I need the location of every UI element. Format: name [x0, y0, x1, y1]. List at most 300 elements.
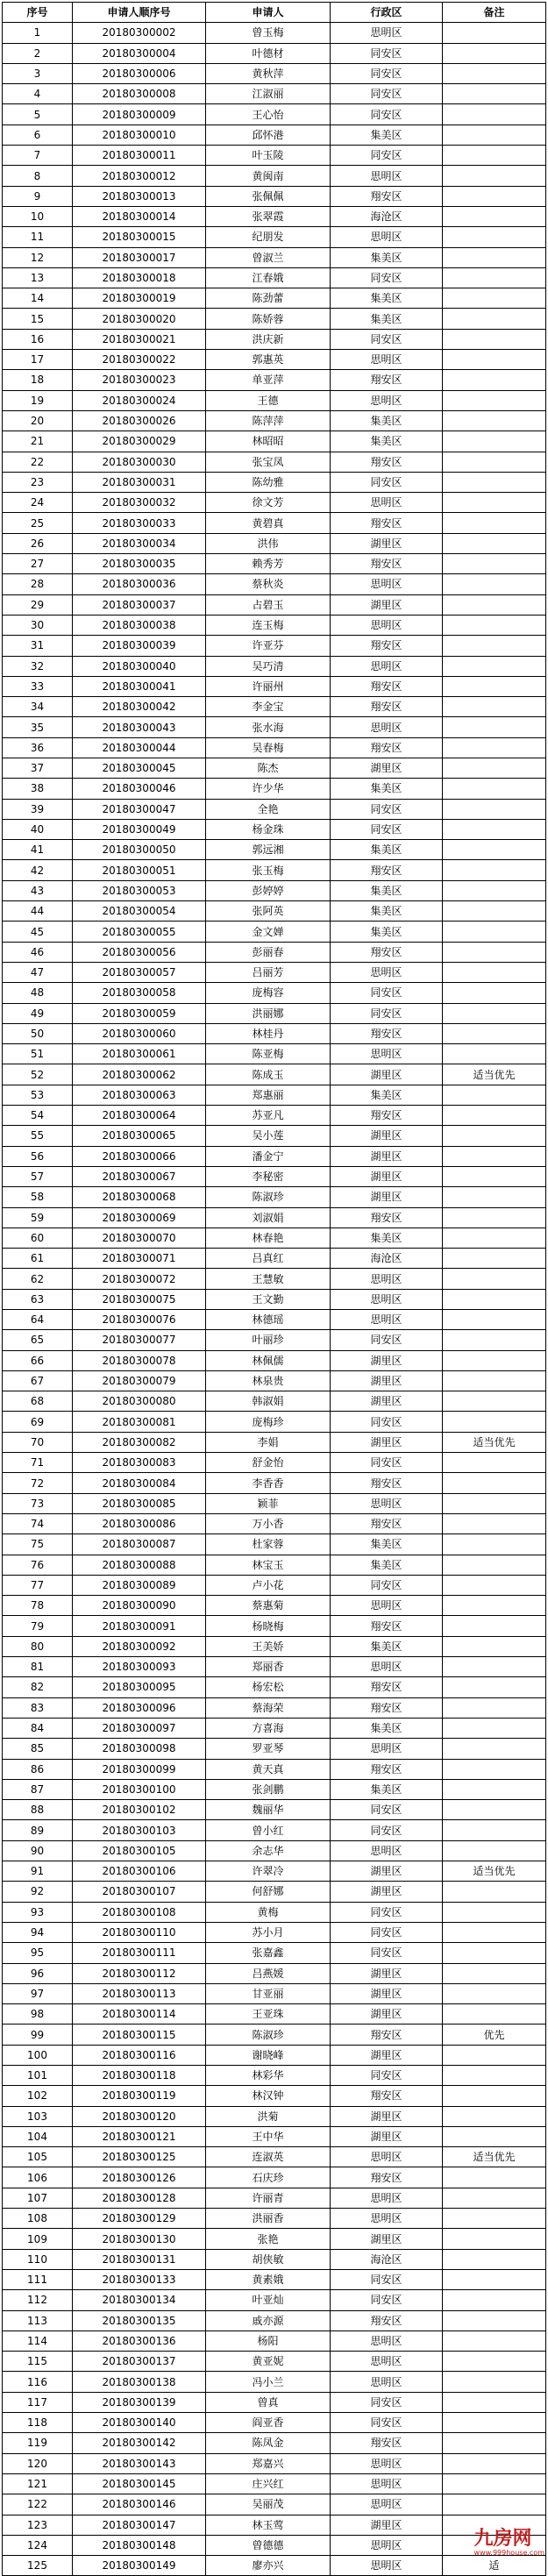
applicant-name: 曾小红 [206, 1820, 331, 1840]
table-row [3, 1289, 546, 1309]
remark [443, 493, 546, 513]
table-row [3, 737, 546, 758]
district: 翔安区 [331, 860, 443, 880]
remark [443, 1044, 546, 1064]
district: 思明区 [331, 1596, 443, 1616]
district: 同安区 [331, 1575, 443, 1595]
remark [443, 1473, 546, 1493]
row-index: 83 [3, 1697, 73, 1718]
applicant-name: 赖秀芳 [206, 554, 331, 574]
applicant-number: 20180300079 [73, 1370, 206, 1391]
row-index: 24 [3, 493, 73, 513]
table-row [3, 1677, 546, 1697]
row-index: 85 [3, 1739, 73, 1759]
remark [443, 1555, 546, 1575]
applicant-number: 20180300042 [73, 697, 206, 717]
header-applicant: 申请人 [206, 3, 331, 23]
district: 集美区 [331, 1636, 443, 1656]
applicant-number: 20180300020 [73, 309, 206, 329]
applicant-number: 20180300050 [73, 840, 206, 860]
applicant-name: 李娟 [206, 1432, 331, 1452]
applicant-name: 杨宏松 [206, 1677, 331, 1697]
applicant-number: 20180300009 [73, 104, 206, 125]
applicant-number: 20180300075 [73, 1289, 206, 1309]
applicant-name: 黄秋萍 [206, 63, 331, 83]
applicant-number: 20180300137 [73, 2352, 206, 2372]
remark [443, 146, 546, 166]
row-index: 22 [3, 452, 73, 472]
row-index: 64 [3, 1310, 73, 1330]
district: 思明区 [331, 166, 443, 186]
remark [443, 615, 546, 635]
row-index: 44 [3, 901, 73, 922]
remark [443, 1310, 546, 1330]
district: 思明区 [331, 2147, 443, 2167]
remark [443, 1943, 546, 1963]
applicant-name: 洪丽娜 [206, 1003, 331, 1023]
row-index: 69 [3, 1412, 73, 1432]
table-row [3, 1902, 546, 1922]
remark [443, 452, 546, 472]
applicant-number: 20180300076 [73, 1310, 206, 1330]
row-index: 103 [3, 2106, 73, 2126]
row-index: 57 [3, 1166, 73, 1186]
district: 翔安区 [331, 1513, 443, 1534]
applicant-name: 陈成玉 [206, 1064, 331, 1085]
district: 湖里区 [331, 594, 443, 615]
row-index: 94 [3, 1922, 73, 1942]
applicant-number: 20180300004 [73, 43, 206, 63]
applicant-number: 20180300100 [73, 1779, 206, 1799]
row-index: 113 [3, 2310, 73, 2330]
applicant-number: 20180300026 [73, 410, 206, 431]
row-index: 81 [3, 1657, 73, 1677]
district: 思明区 [331, 2535, 443, 2555]
applicant-name: 邱怀港 [206, 125, 331, 145]
applicant-number: 20180300043 [73, 717, 206, 737]
table-row [3, 1963, 546, 1983]
housing-applicant-table [2, 2, 546, 2576]
applicant-name: 李金宝 [206, 697, 331, 717]
district: 思明区 [331, 1493, 443, 1513]
applicant-number: 20180300114 [73, 2004, 206, 2025]
table-row [3, 1023, 546, 1043]
applicant-name: 曾德德 [206, 2535, 331, 2555]
applicant-name: 郑嘉兴 [206, 2453, 331, 2473]
applicant-name: 张翠霞 [206, 206, 331, 226]
row-index: 63 [3, 1289, 73, 1309]
district: 思明区 [331, 390, 443, 410]
applicant-name: 黄梅 [206, 1902, 331, 1922]
remark [443, 983, 546, 1003]
table-row [3, 554, 546, 574]
table-row [3, 1166, 546, 1186]
row-index: 75 [3, 1534, 73, 1555]
table-row [3, 2269, 546, 2289]
row-index: 6 [3, 125, 73, 145]
applicant-number: 20180300099 [73, 1759, 206, 1779]
table-row [3, 1534, 546, 1555]
table-row [3, 1840, 546, 1861]
table-row [3, 513, 546, 533]
table-row [3, 1983, 546, 2003]
row-index: 95 [3, 1943, 73, 1963]
district: 同安区 [331, 1800, 443, 1820]
table-row [3, 1003, 546, 1023]
table-row [3, 1657, 546, 1677]
district: 同安区 [331, 1412, 443, 1432]
applicant-number: 20180300134 [73, 2290, 206, 2310]
applicant-number: 20180300107 [73, 1882, 206, 1902]
table-row [3, 2330, 546, 2351]
applicant-number: 20180300136 [73, 2330, 206, 2351]
remark [443, 1106, 546, 1126]
remark [443, 2209, 546, 2229]
table-row [3, 370, 546, 390]
remark [443, 880, 546, 900]
applicant-number: 20180300112 [73, 1963, 206, 1983]
district: 思明区 [331, 1657, 443, 1677]
applicant-name: 林昭昭 [206, 431, 331, 452]
applicant-name: 占碧玉 [206, 594, 331, 615]
row-index: 73 [3, 1493, 73, 1513]
applicant-number: 20180300006 [73, 63, 206, 83]
remark [443, 2249, 546, 2269]
applicant-name: 陈亚梅 [206, 1044, 331, 1064]
table-row [3, 860, 546, 880]
district: 同安区 [331, 267, 443, 288]
district: 集美区 [331, 922, 443, 942]
row-index: 39 [3, 799, 73, 819]
district: 湖里区 [331, 1187, 443, 1207]
table-row [3, 840, 546, 860]
table-row [3, 104, 546, 125]
district: 同安区 [331, 63, 443, 83]
applicant-number: 20180300119 [73, 2086, 206, 2106]
applicant-number: 20180300139 [73, 2392, 206, 2412]
row-index: 74 [3, 1513, 73, 1534]
applicant-number: 20180300017 [73, 247, 206, 267]
applicant-number: 20180300051 [73, 860, 206, 880]
applicant-number: 20180300059 [73, 1003, 206, 1023]
district: 湖里区 [331, 2106, 443, 2126]
district: 集美区 [331, 1779, 443, 1799]
district: 翔安区 [331, 1023, 443, 1043]
applicant-number: 20180300056 [73, 942, 206, 962]
district: 思明区 [331, 1739, 443, 1759]
district: 湖里区 [331, 1146, 443, 1166]
row-index: 2 [3, 43, 73, 63]
applicant-name: 杜家蓉 [206, 1534, 331, 1555]
district: 湖里区 [331, 2126, 443, 2146]
applicant-name: 谢晓峰 [206, 2045, 331, 2065]
row-index: 122 [3, 2494, 73, 2515]
remark [443, 2310, 546, 2330]
watermark-url: www.999house.com [473, 2549, 544, 2557]
applicant-number: 20180300038 [73, 615, 206, 635]
remark [443, 227, 546, 247]
applicant-number: 20180300067 [73, 1166, 206, 1186]
applicant-name: 郭远湘 [206, 840, 331, 860]
row-index: 51 [3, 1044, 73, 1064]
row-index: 13 [3, 267, 73, 288]
applicant-number: 20180300116 [73, 2045, 206, 2065]
table-row [3, 1616, 546, 1636]
applicant-number: 20180300046 [73, 779, 206, 799]
applicant-name: 余志华 [206, 1840, 331, 1861]
district: 湖里区 [331, 533, 443, 553]
row-index: 89 [3, 1820, 73, 1840]
row-index: 47 [3, 962, 73, 982]
district: 湖里区 [331, 1350, 443, 1370]
row-index: 106 [3, 2167, 73, 2188]
applicant-number: 20180300071 [73, 1249, 206, 1269]
applicant-name: 庞梅珍 [206, 1412, 331, 1432]
district: 翔安区 [331, 1207, 443, 1228]
row-index: 105 [3, 2147, 73, 2167]
table-row [3, 983, 546, 1003]
remark [443, 288, 546, 309]
remark [443, 758, 546, 778]
row-index: 96 [3, 1963, 73, 1983]
applicant-name: 彭丽春 [206, 942, 331, 962]
table-row [3, 1064, 546, 1085]
district: 思明区 [331, 2188, 443, 2208]
remark [443, 513, 546, 533]
row-index: 45 [3, 922, 73, 942]
district: 湖里区 [331, 1370, 443, 1391]
row-index: 11 [3, 227, 73, 247]
table-row [3, 2167, 546, 2188]
applicant-name: 郑丽香 [206, 1657, 331, 1677]
table-row [3, 2229, 546, 2249]
table-row [3, 2290, 546, 2310]
district: 同安区 [331, 146, 443, 166]
remark [443, 962, 546, 982]
district: 翔安区 [331, 2167, 443, 2188]
remark [443, 390, 546, 410]
district: 思明区 [331, 2494, 443, 2515]
row-index: 33 [3, 676, 73, 696]
applicant-number: 20180300058 [73, 983, 206, 1003]
district: 思明区 [331, 717, 443, 737]
remark [443, 1513, 546, 1534]
district: 思明区 [331, 23, 443, 43]
table-row [3, 1861, 546, 1882]
table-row [3, 880, 546, 900]
row-index: 14 [3, 288, 73, 309]
table-row [3, 63, 546, 83]
applicant-name: 许少华 [206, 779, 331, 799]
remark [443, 1453, 546, 1473]
applicant-number: 20180300065 [73, 1126, 206, 1146]
applicant-number: 20180300023 [73, 370, 206, 390]
table-row [3, 1432, 546, 1452]
remark [443, 1126, 546, 1146]
table-row [3, 2453, 546, 2473]
remark [443, 63, 546, 83]
district: 思明区 [331, 2372, 443, 2392]
applicant-number: 20180300031 [73, 472, 206, 492]
applicant-number: 20180300147 [73, 2515, 206, 2535]
remark [443, 1166, 546, 1186]
applicant-name: 吴丽茂 [206, 2494, 331, 2515]
district: 湖里区 [331, 1432, 443, 1452]
row-index: 36 [3, 737, 73, 758]
district: 同安区 [331, 1453, 443, 1473]
applicant-name: 王中华 [206, 2126, 331, 2146]
table-row [3, 1596, 546, 1616]
table-header-row [3, 3, 546, 23]
row-index: 117 [3, 2392, 73, 2412]
district: 同安区 [331, 329, 443, 349]
district: 同安区 [331, 1003, 443, 1023]
applicant-name: 林泉贵 [206, 1370, 331, 1391]
district: 同安区 [331, 2290, 443, 2310]
district: 翔安区 [331, 697, 443, 717]
row-index: 65 [3, 1330, 73, 1350]
applicant-name: 郑惠丽 [206, 1085, 331, 1105]
row-index: 41 [3, 840, 73, 860]
remark [443, 636, 546, 656]
district: 思明区 [331, 1310, 443, 1330]
row-index: 118 [3, 2413, 73, 2433]
district: 思明区 [331, 350, 443, 370]
applicant-name: 吕真红 [206, 1249, 331, 1269]
table-row [3, 656, 546, 676]
table-row [3, 227, 546, 247]
applicant-name: 张嘉鑫 [206, 1943, 331, 1963]
row-index: 79 [3, 1616, 73, 1636]
district: 湖里区 [331, 2045, 443, 2065]
applicant-name: 陈淑珍 [206, 2025, 331, 2045]
table-row [3, 2535, 546, 2555]
district: 集美区 [331, 1534, 443, 1555]
remark [443, 267, 546, 288]
applicant-number: 20180300088 [73, 1555, 206, 1575]
district: 集美区 [331, 288, 443, 309]
table-row [3, 350, 546, 370]
table-row [3, 2372, 546, 2392]
applicant-number: 20180300019 [73, 288, 206, 309]
applicant-number: 20180300008 [73, 84, 206, 104]
table-row [3, 594, 546, 615]
table-row [3, 1800, 546, 1820]
district: 集美区 [331, 410, 443, 431]
row-index: 80 [3, 1636, 73, 1656]
remark [443, 2494, 546, 2515]
applicant-number: 20180300084 [73, 1473, 206, 1493]
applicant-number: 20180300090 [73, 1596, 206, 1616]
applicant-name: 陈劲蕾 [206, 288, 331, 309]
row-index: 25 [3, 513, 73, 533]
applicant-name: 曾真 [206, 2392, 331, 2412]
district: 同安区 [331, 799, 443, 819]
remark [443, 1983, 546, 2003]
district: 翔安区 [331, 370, 443, 390]
applicant-number: 20180300021 [73, 329, 206, 349]
applicant-name: 林玉莺 [206, 2515, 331, 2535]
remark [443, 594, 546, 615]
remark [443, 737, 546, 758]
remark [443, 1289, 546, 1309]
row-index: 90 [3, 1840, 73, 1861]
district: 湖里区 [331, 1166, 443, 1186]
applicant-number: 20180300126 [73, 2167, 206, 2188]
district: 同安区 [331, 983, 443, 1003]
applicant-number: 20180300111 [73, 1943, 206, 1963]
applicant-name: 陈幼雅 [206, 472, 331, 492]
district: 海沧区 [331, 1249, 443, 1269]
applicant-name: 全艳 [206, 799, 331, 819]
district: 思明区 [331, 2352, 443, 2372]
applicant-name: 吕燕媛 [206, 1963, 331, 1983]
district: 思明区 [331, 227, 443, 247]
table-row [3, 2352, 546, 2372]
district: 翔安区 [331, 1473, 443, 1493]
remark [443, 84, 546, 104]
applicant-number: 20180300039 [73, 636, 206, 656]
district: 思明区 [331, 2453, 443, 2473]
remark: 适 [443, 2556, 546, 2576]
applicant-number: 20180300097 [73, 1718, 206, 1738]
row-index: 101 [3, 2065, 73, 2085]
applicant-number: 20180300118 [73, 2065, 206, 2085]
remark [443, 1391, 546, 1412]
district: 翔安区 [331, 452, 443, 472]
remark [443, 840, 546, 860]
applicant-name: 舒金怡 [206, 1453, 331, 1473]
row-index: 3 [3, 63, 73, 83]
applicant-number: 20180300013 [73, 186, 206, 206]
row-index: 68 [3, 1391, 73, 1412]
applicant-name: 杨金珠 [206, 819, 331, 839]
remark [443, 799, 546, 819]
applicant-name: 张艳 [206, 2229, 331, 2249]
table-row [3, 1207, 546, 1228]
applicant-number: 20180300060 [73, 1023, 206, 1043]
row-index: 93 [3, 1902, 73, 1922]
table-row [3, 43, 546, 63]
table-body [3, 23, 546, 2576]
table-row [3, 267, 546, 288]
row-index: 99 [3, 2025, 73, 2045]
table-row [3, 125, 546, 145]
applicant-name: 叶德材 [206, 43, 331, 63]
remark [443, 104, 546, 125]
applicant-number: 20180300041 [73, 676, 206, 696]
table-row [3, 472, 546, 492]
row-index: 17 [3, 350, 73, 370]
applicant-name: 许丽州 [206, 676, 331, 696]
row-index: 77 [3, 1575, 73, 1595]
district: 湖里区 [331, 1064, 443, 1085]
row-index: 9 [3, 186, 73, 206]
remark [443, 942, 546, 962]
applicant-number: 20180300106 [73, 1861, 206, 1882]
table-row [3, 1922, 546, 1942]
applicant-number: 20180300093 [73, 1657, 206, 1677]
applicant-name: 王亚珠 [206, 2004, 331, 2025]
applicant-number: 20180300063 [73, 1085, 206, 1105]
applicant-name: 连淑英 [206, 2147, 331, 2167]
district: 湖里区 [331, 1882, 443, 1902]
watermark-brand: 九房网 [473, 2528, 532, 2550]
applicant-number: 20180300131 [73, 2249, 206, 2269]
table-row [3, 288, 546, 309]
remark [443, 1023, 546, 1043]
remark [443, 1697, 546, 1718]
